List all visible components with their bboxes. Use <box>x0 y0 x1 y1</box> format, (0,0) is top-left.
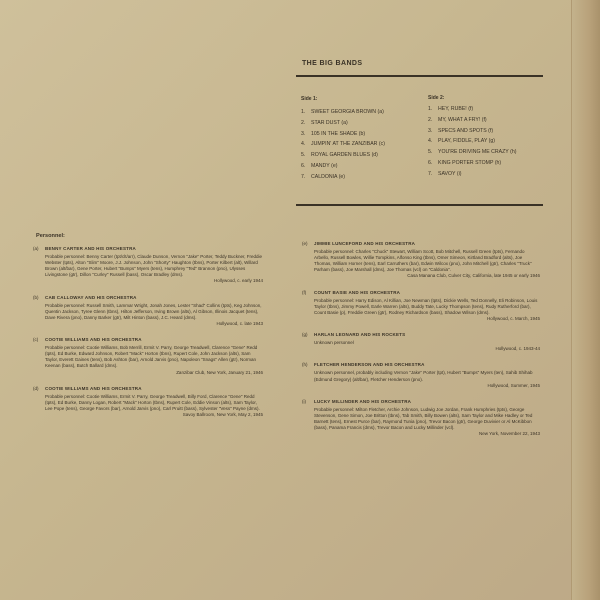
track-number: 2. <box>428 116 433 123</box>
band-name: JIMMIE LUNCEFORD AND HIS ORCHESTRA <box>314 241 416 246</box>
personnel-entry <box>302 289 540 322</box>
track-title: KING PORTER STOMP <box>438 159 494 166</box>
entry-letter: (d) <box>33 385 39 391</box>
track-ref: (f) <box>488 127 494 134</box>
track-item <box>428 136 516 147</box>
track-item <box>301 129 385 140</box>
personnel-entry <box>33 337 263 376</box>
band-name: FLETCHER HENDERSON AND HIS ORCHESTRA <box>314 362 425 368</box>
track-title: PLAY, FIDDLE, PLAY <box>438 138 488 145</box>
tracklist-divider <box>296 204 543 206</box>
track-ref: (h) <box>494 159 502 166</box>
track-ref: (d) <box>371 152 378 159</box>
track-item <box>428 126 516 137</box>
track-item <box>301 118 385 129</box>
track-number: 7. <box>428 170 433 177</box>
track-number: 5. <box>301 152 306 159</box>
band-name: COOTIE WILLIAMS AND HIS ORCHESTRA <box>45 385 142 391</box>
recording-note: Savoy Ballroom, New York, May 2, 1945 <box>182 411 263 417</box>
track-item <box>428 115 516 126</box>
recording-note: Casa Manana Club, Culver City, California, late 1945 or early 1946 <box>407 273 540 279</box>
recording-note: Hollywood, c. late 1943 <box>216 320 263 326</box>
band-name: LUCKY MILLINDER AND HIS ORCHESTRA <box>314 398 412 404</box>
track-title: CALDONIA <box>311 173 338 180</box>
recording-note: Hollywood, c. 1943-44 <box>495 346 540 352</box>
entry-letter: (f) <box>302 289 307 295</box>
track-item <box>301 150 385 161</box>
personnel-heading: Personnel: <box>36 233 65 239</box>
track-ref: (c) <box>378 141 385 148</box>
personnel-entry <box>302 332 540 352</box>
band-name: CAB CALLOWAY AND HIS ORCHESTRA <box>45 294 137 300</box>
personnel-text: Probable personnel: Cootie Williams, Ermit V. Parry, George Treadwell, Billy Ford, Clarence "Gene" Redd (tpts), Ed Burke, Danny Logan, Robert "Mack" Horton (tbns), Rupert Cole, Eddie Vinson (alts), Sam Taylor, Lee Pope (tens), George Favors (bar), Arnold Jarvis (pno), Carl Pruitt (bass), Sylvester "Vess" Payne (dms). <box>45 393 260 411</box>
personnel-text: Probable personnel: Harry Edison, Al Killian, Joe Newman (tpts), Dickie Wells, Ted Donnelly, Eli Robinson, Louis Taylor (tbns), Jimmy Powell, Earle Warren (alts), Buddy Tate, Lucky Thompson (tens), Rudy Rutherford (bar), Count Basie (p), Freddie Green (gtr), Rodney Richardson (bass), Shadow Wilson (dms). <box>314 297 538 315</box>
track-ref: (f) <box>468 106 474 112</box>
track-number: 2. <box>301 119 306 126</box>
personnel-entry <box>302 362 540 388</box>
band-name: BENNY CARTER AND HIS ORCHESTRA <box>45 246 137 251</box>
personnel-column-right <box>302 241 540 437</box>
recording-note: Hollywood, c. March, 1945 <box>486 315 540 321</box>
track-ref: (a) <box>377 109 384 115</box>
track-number: 3. <box>428 127 433 134</box>
track-item <box>428 158 516 169</box>
personnel-entry <box>33 246 263 285</box>
recording-note: New York, November 22, 1943 <box>478 431 540 437</box>
track-number: 4. <box>428 138 433 145</box>
personnel-entry <box>33 385 263 418</box>
title-divider <box>296 75 543 77</box>
track-title: MANDY <box>311 162 330 169</box>
track-title: HEY, RUBE! <box>438 106 467 112</box>
band-name: COUNT BASIE AND HIS ORCHESTRA <box>314 289 401 295</box>
personnel-text: Unknown personnel, probably including Vernon "Jake" Porter (tpt), Hubert "Bumps" Myers (ten), Sahib Shihab (Edmund Gregory) (alt/bar), Fletcher Henderson (pno). <box>314 370 533 382</box>
track-number: 1. <box>301 109 306 115</box>
track-title: SAVOY <box>438 170 456 177</box>
personnel-text: Probable personnel: Charles "Chuck" Stewart, William Scott, Bob Mitchell, Russell Green (tpts), Fernando Arbello, Russell Bowles, Willie Tompkins, Alfonso King (tbns), Omer Simeon, Kirtland Bradford (alts), Joe Thomas, William Horner (tens), Earl Carruthers (bar), Edwin Wilcox (pno), John Mitchell (gtr), Charles "Truck" Parham (bass), Joe Marshall (dms), Joe Thomas (vcl) on "Caldonia". <box>314 249 532 273</box>
track-title: YOU'RE DRIVING ME CRAZY <box>438 149 509 156</box>
track-ref: (i) <box>456 170 462 177</box>
track-number: 4. <box>301 141 306 148</box>
personnel-entry <box>302 241 540 280</box>
track-item <box>301 172 385 183</box>
track-title: 105 IN THE SHADE <box>311 130 358 137</box>
page-title: THE BIG BANDS <box>302 60 363 67</box>
personnel-text: Unknown personnel <box>314 340 354 346</box>
track-title: STAR DUST <box>311 119 340 126</box>
track-number: 3. <box>301 130 306 137</box>
recording-note: Zanzibar Club, New York, January 21, 1946 <box>176 369 263 375</box>
track-item <box>428 169 516 180</box>
track-item <box>428 104 516 115</box>
entry-letter: (i) <box>302 398 306 404</box>
track-ref: (e) <box>331 162 338 169</box>
track-item <box>301 161 385 172</box>
track-number: 6. <box>301 162 306 169</box>
track-ref: (f) <box>481 116 487 123</box>
track-number: 7. <box>301 173 306 180</box>
track-number: 5. <box>428 149 433 156</box>
recording-note: Hollywood, Summer, 1945 <box>487 382 540 388</box>
track-ref: (a) <box>341 119 348 126</box>
side2-label: Side 2: <box>428 95 445 101</box>
personnel-text: Probable personnel: Russell Smith, Lammar Wright, Jonah Jones, Lester "Shad" Collins (tpts), Keg Johnson, Quentin Jackson, Tyree Glenn (tbns), Hilton Jefferson, Irving Brown (alts), Al Gibson, Illinois Jacquet (tens), Dave Rivera (pno), Danny Barker (gtr), Milt Hinton (bass), J.C. Heard (dms). <box>45 302 262 320</box>
entry-letter: (g) <box>302 332 308 338</box>
side2-tracklist <box>428 104 516 180</box>
entry-letter: (e) <box>302 241 308 246</box>
track-ref: (b) <box>358 130 366 137</box>
sleeve-edge <box>571 0 600 600</box>
track-title: SWEET GEORGIA BROWN <box>311 109 377 115</box>
track-ref: (h) <box>510 149 517 156</box>
track-ref: (e) <box>338 173 346 180</box>
band-name: COOTIE WILLIAMS AND HIS ORCHESTRA <box>45 337 142 343</box>
recording-note: Hollywood, c. early 1944 <box>213 278 263 284</box>
side1-tracklist <box>301 107 385 183</box>
track-item <box>301 107 385 118</box>
entry-letter: (a) <box>33 246 39 251</box>
personnel-entry <box>302 398 540 438</box>
track-title: SPECS AND SPOTS <box>438 127 487 134</box>
band-name: HARLAN LEONARD AND HIS ROCKETS <box>314 332 406 338</box>
entry-letter: (h) <box>302 362 308 368</box>
personnel-entry <box>33 294 263 327</box>
track-ref: (g) <box>488 138 496 145</box>
track-title: JUMPIN' AT THE ZANZIBAR <box>311 141 378 148</box>
entry-letter: (b) <box>33 294 39 300</box>
track-item <box>301 139 385 150</box>
track-item <box>428 147 516 158</box>
personnel-column-left <box>33 246 263 418</box>
side1-label: Side 1: <box>301 96 318 102</box>
personnel-text: Probable personnel: Cootie Williams, Bob Merrill, Ermit V. Parry, George Treadwell, Clarence "Gene" Redd (tpts), Ed Burke, Edward Johnson, Robert "Mack" Horton (tbns), Rupert Cole, John Jackson (alts), Sam Taylor, Everett Gaines (tens), Bob Ashton (bar), Arnold Jarvis (pno), Napoleon "Snags" Allen (gtr), Norman Keenan (bass), Butch Ballard (dms). <box>45 345 258 369</box>
personnel-text: Probable personnel: Benny Carter (tpt/clt/arr), Claude Dunson, Vernon "Jake" Porter, Teddy Buckner, Freddie Webster (tpts), Alton "Slim" Moore, J.J. Johnson, John "Shorty" Haughton (tbns), Porter Kilbert (alt), Willard Brown (alt/bar), Gene Porter, Hubert "Bumps" Myers (tens), Humphrey "Ted" Brannon (pno), Ulysses Livingstone (gtr), Dillon "Curley" Russell (bass), Oscar Bradley (dms). <box>45 254 262 278</box>
track-title: ROYAL GARDEN BLUES <box>311 152 371 159</box>
entry-letter: (c) <box>33 337 39 343</box>
track-title: MY, WHAT A FRY! <box>438 116 481 123</box>
personnel-text: Probable personnel: Milton Fletcher, Archie Johnson, Ludwig Joe Jordan, Frank Humphries (tpts), George Stevenson, Gene Simon, Joe Britton (tbns), Tab Smith, Billy Bowen (alts), Sam Taylor and Mike Hadley or Ted Barnett (tens), Ernest Purce (bar), Raymond Tunia (pno), Trevor Bacon (gtr), George Duvivier or Al McKibbon (bass), Panama Francis (dms), Trevor Bacon and Lucky Millinder (vcl). <box>314 406 533 431</box>
track-number: 1. <box>428 106 433 112</box>
track-number: 6. <box>428 159 433 166</box>
